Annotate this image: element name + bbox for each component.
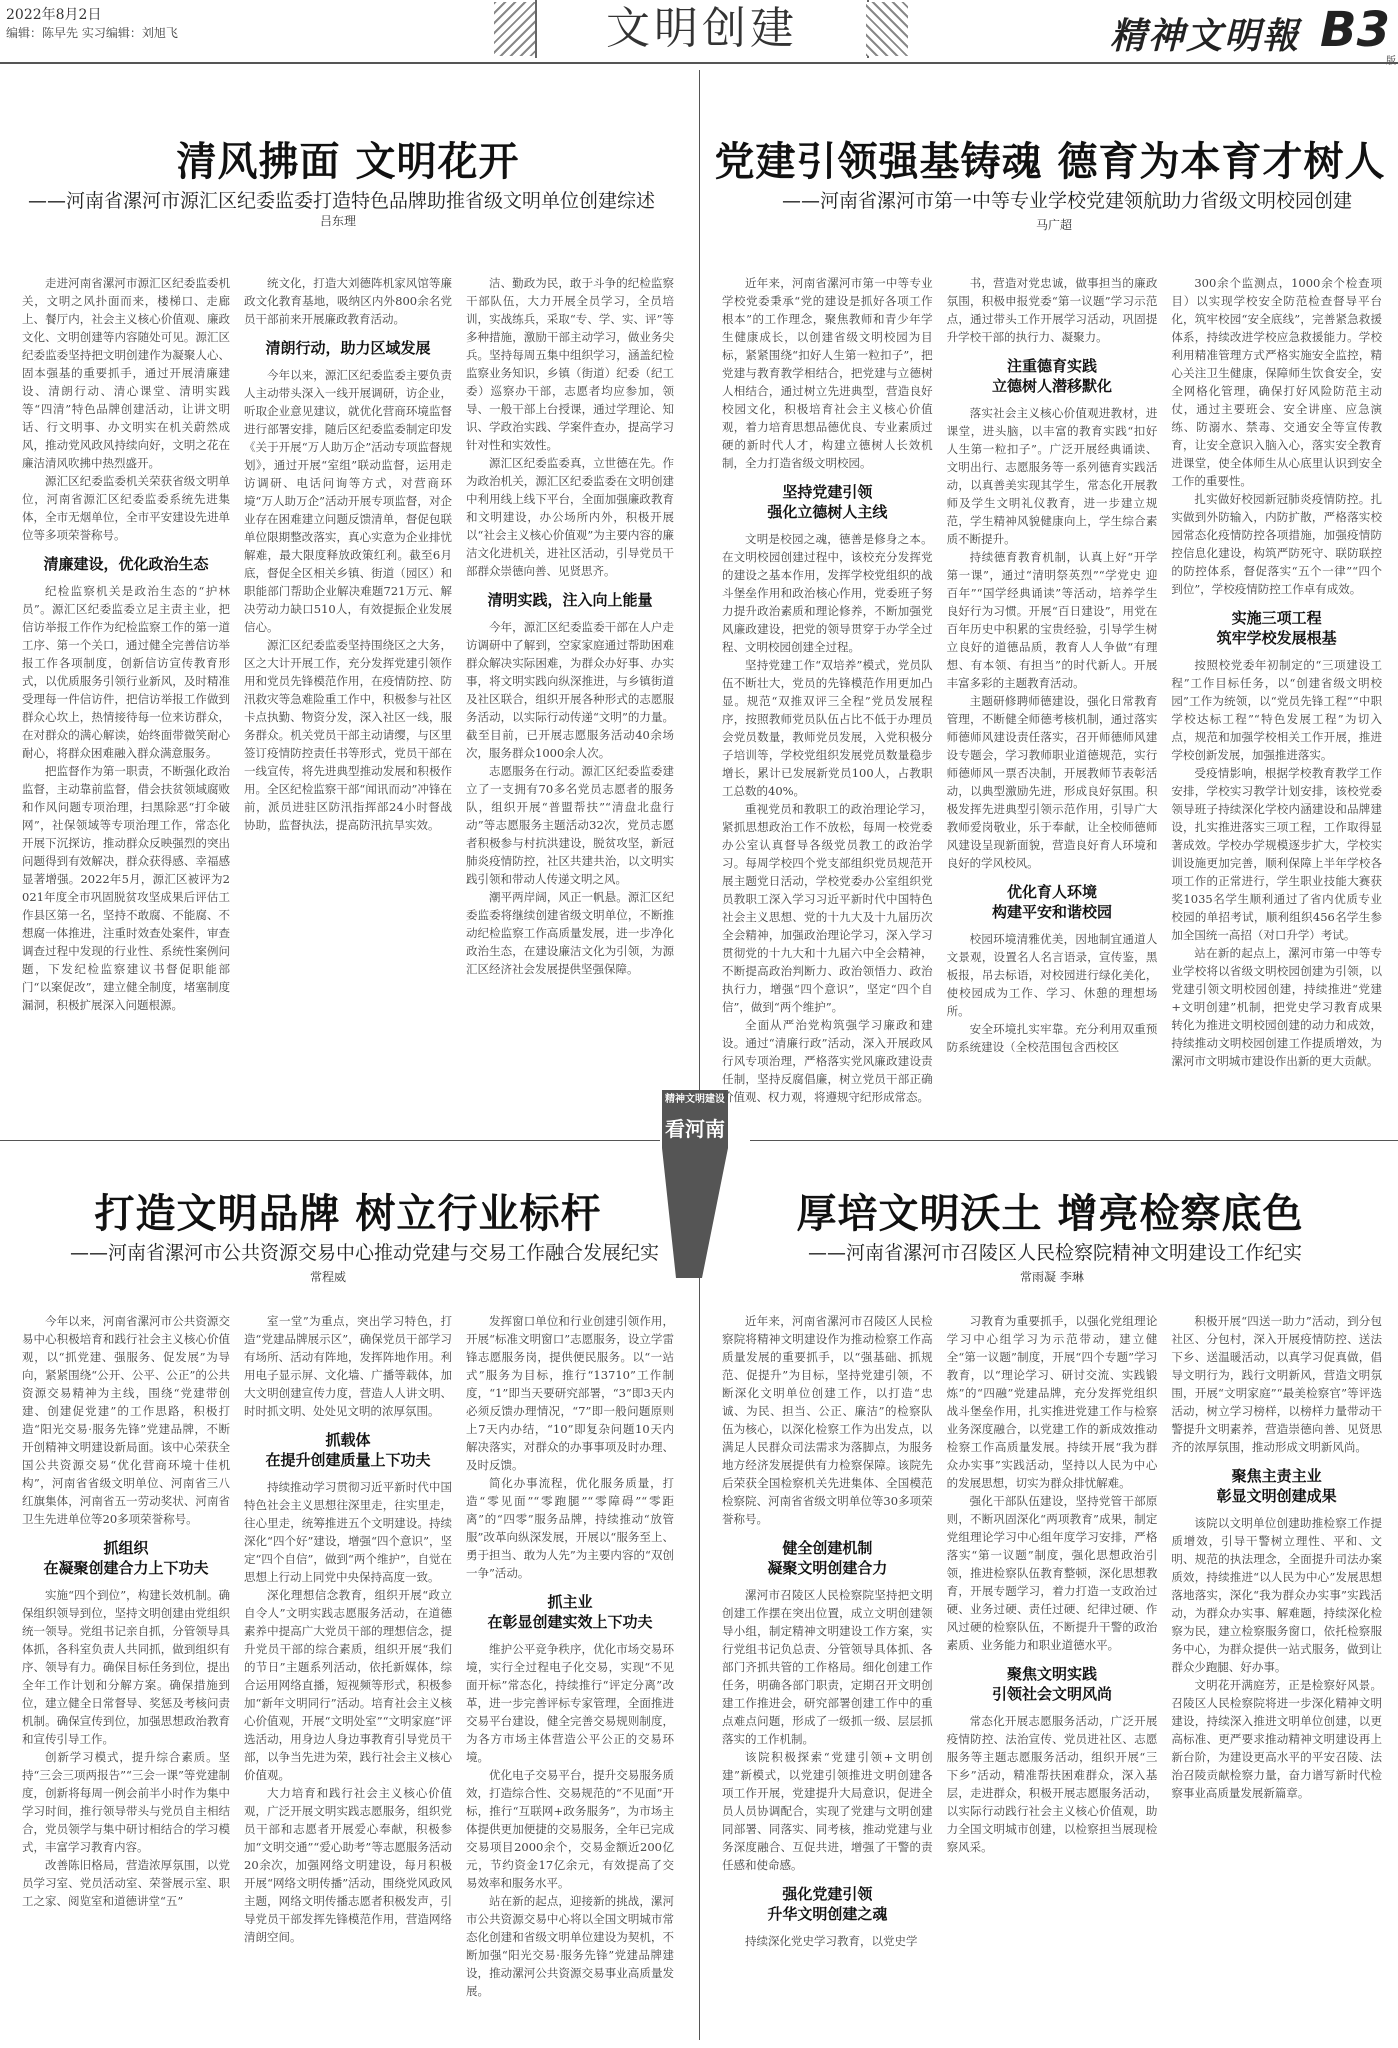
body-paragraph: 源汇区纪委监委真，立世德在先。作为政治机关，源汇区纪委监委在文明创建中利用线上线下平台，全面加强廉政教育和文明建设，办公场所内外，积极开展以“社会主义核心价值观”为主要内容的廉洁文化进机关，进社区活动，引导党员干部群众崇德向善、见贤思齐。	[466, 456, 674, 578]
body-paragraph: 创新学习模式，提升综合素质。坚持“三会三项两报告”“三会一课”等党建制度，创新将每周一例会前半小时作为集中学习时间，推行领导带头与党员自主相结合，党员领学与集中研讨相结合的学习模式，丰富学习教育内容。	[22, 1750, 230, 1854]
article-headline: 党建引领强基铸魂 德育为本育才树人	[714, 139, 1386, 185]
article-wenming-pinpai	[0, 1150, 696, 2044]
section-subheading	[466, 1592, 674, 1632]
body-paragraph: 深化理想信念教育，组织开展“政立自令人”文明实践志愿服务活动，在道德素养中提高广大党员干部的理想信念，提升党员干部的综合素质，组织开展“我们的节日”主题系列活动，依托新媒体，综合运用网络直播，短视频等形式，积极参加“新年文明同行”活动。培育社会主义核心价值观，开展“文明处室”“文明家庭”评选活动，用身边人身边事教育引导党员干部，以争当先进为荣，践行社会主义核心价值观。	[244, 1588, 452, 1782]
article-jiancha	[702, 1150, 1398, 2044]
body-paragraph: 主题研修聘师德建设，强化日常教育管理，不断健全师德考核机制，通过落实师德师风建设责任落实，召开师德师风建设专题会，学习教师职业道德规范，实行师德师风一票否决制，开展教师节表彰活动，以典型激励先进，形成良好氛围。积极发挥先进典型引领示范作用，引导广大教师爱岗敬业，乐于奉献，让全校师德师风建设呈现新面貌，营造良好育人环境和良好的学风校风。	[946, 694, 1158, 870]
body-paragraph: 习教育为重要抓手，以强化党组理论学习中心组学习为示范带动，建立健全“第一议题”制度，开展“四个专题”学习教育，以“理论学习、研讨交流、实践锻炼”的“四融”党建品牌，充分发挥党组织战斗堡垒作用，扎实推进党建工作与检察业务深度融合，以党建工作的新成效推动检察工作高质量发展。持续开展“我为群众办实事”实践活动，坚持以人民为中心的发展思想，切实为群众排忧解难。	[946, 1314, 1158, 1490]
body-paragraph: 该院积极探索“党建引领+文明创建”新模式，以党建引领推进文明创建各项工作开展，党建提升大局意识，促进全员人员协调配合，实现了党建与文明创建同部署、同落实、同考核，推动党建与业务深度融合、互促共进，增强了干警的责任感和使命感。	[722, 1750, 933, 1872]
section-subheading	[22, 1538, 230, 1578]
section-subheading	[22, 554, 230, 574]
section-subheading	[244, 338, 452, 358]
body-paragraph: 发挥窗口单位和行业创建引领作用，开展“标准文明窗口”志愿服务，设立学雷锋志愿服务岗，提供便民服务。以“一站式”服务为目标，推行“13710”工作制度，“1”即当天要研究部署，“3”即3天内必须反馈办理情况，“7”即一般问题原则上7天内办结，“10”即复杂问题10天内解决落实，对群众的办事事项及时办理、及时反馈。	[466, 1314, 674, 1472]
section-subheading	[466, 590, 674, 610]
subheading-line: 抓组织	[103, 1539, 149, 1557]
article-columns	[22, 274, 674, 1124]
section-subheading	[947, 1664, 1158, 1704]
section-divider-right	[750, 1140, 1398, 1141]
article-byline: 常雨凝 李琳	[1020, 1270, 1084, 1284]
subheading-line: 清明实践，注入向上能量	[487, 591, 653, 609]
text-column	[22, 1312, 230, 2040]
subheading-line: 抓载体	[325, 1431, 371, 1449]
section-subheading	[722, 482, 933, 522]
body-paragraph: 重视党员和教职工的政治理论学习，紧抓思想政治工作不放松，每周一校党委办公室认真督导各级党员教工的政治学习。每周学校四个党支部组织党员规范开展主题党日活动，学校党委办公室组织党员教职工深入学习习近平新时代中国特色社会主义思想、党的十九大及十九届历次全会精神，加强政治理论学习，深入学习贯彻党的十九大和十九届六中全会精神，不断提高政治判断力、政治领悟力、政治执行力，增强“四个意识”，坚定“四个自信”，做到“两个维护”。	[722, 802, 933, 1014]
body-paragraph: 实施“四个到位”，构建长效机制。确保组织领导到位，坚持文明创建由党组织统一领导。党组书记亲自抓，分管领导具体抓，各科室负责人共同抓，做到组织有序、领导有力。确保目标任务到位，提出全年工作计划和分解方案。确保措施到位，建立健全日常督导、奖惩及考核问责机制。确保宣传到位，加强思想政治教育和宣传引导工作。	[22, 1588, 230, 1746]
subheading-line: 在凝聚创建合力上下功夫	[43, 1559, 209, 1577]
body-paragraph: 落实社会主义核心价值观进教材，进课堂，进头脑，以丰富的教育实践“扣好人生第一粒扣子”。广泛开展经典诵读、文明出行、志愿服务等一系列德育实践活动，以真善美实现其学生，常态化开展教师及学生文明礼仪教育，进一步建立规范，学生精神风貌健康向上，学生综合素质不断提升。	[946, 406, 1158, 546]
body-paragraph: 按照校党委年初制定的“三项建设工程”工作目标任务，以“创建省级文明校园”工作为统领，以“党员先锋工程”“中职学校达标工程”“特色发展工程”为切入点，规范和加强学校相关工作开展，推进学校创新发展，加强推进落实。	[1171, 658, 1383, 762]
subheading-line: 凝聚文明创建合力	[767, 1559, 888, 1577]
text-column	[947, 274, 1158, 1124]
subheading-line: 健全创建机制	[782, 1539, 873, 1557]
article-headline: 打造文明品牌 树立行业标杆	[94, 1191, 602, 1237]
section-subheading	[722, 1538, 933, 1578]
page-suffix	[1386, 52, 1396, 67]
body-paragraph: 站在新的起点，迎接新的挑战，漯河市公共资源交易中心将以全国文明城市常态化创建和省级文明单位建设为契机，不断加强“阳光交易·服务先锋”党建品牌建设，推动漯河公共资源交易事业高质量发展。	[466, 1894, 674, 1998]
body-paragraph: 优化电子交易平台，提升交易服务质效，打造综合性、交易规范的“不见面”开标，推行“互联网+政务服务”，为市场主体提供更加便捷的交易服务，全年已完成交易项目2000余个，交易金额近200亿元，节约资金17亿余元，有效提高了交易效率和服务水平。	[466, 1768, 674, 1890]
section-subheading	[244, 1430, 452, 1470]
body-paragraph: 大力培育和践行社会主义核心价值观，广泛开展文明实践志愿服务，组织党员干部和志愿者开展爱心奉献，积极参加“文明交通”“爱心助考”等志愿服务活动20余次，加强网络文明建设，每月积极开展“网络文明传播”活动，围绕党风政风主题，网络文明传播志愿者积极发声，引导党员干部发挥先锋模范作用，营造网络清朗空间。	[244, 1786, 452, 1944]
body-paragraph: 源汇区纪委监委坚持围绕区之大务，区之大计开展工作，充分发挥党建引领作用和党员先锋模范作用，在疫情防控、防汛救灾等急难险重工作中，积极参与社区卡点执勤、物资分发，深入社区一线，服务群众。机关党员干部主动请缨，与区里签订疫情防控责任书等形式，党员干部在一线宣传，将先进典型推动发展和积极作用。全区纪检监察干部“闻讯而动”冲锋在前，派员进驻区防汛指挥部24小时督战协助，监督执法，提高防汛抗旱实效。	[244, 638, 452, 832]
text-column	[947, 1312, 1158, 2040]
column-divider-top	[699, 70, 700, 1110]
section-subheading	[1171, 1466, 1382, 1506]
subheading-line: 引领社会文明风尚	[992, 1685, 1113, 1703]
section-divider-left	[0, 1140, 660, 1141]
issue-date: 2022年8月2日	[6, 7, 102, 23]
subheading-line: 强化党建引领	[782, 1885, 873, 1903]
body-paragraph: 把监督作为第一职责，不断强化政治监督，主动靠前监督，借会扶贫领域腐败和作风问题专项治理，扫黑除恶“打伞破网”，社保领域等专项治理工作，常态化开展下沉探访，推动群众反映强烈的突出问题得到有效解决，群众获得感、幸福感显著增强。2022年5月，源汇区被评为2021年度全市巩固脱贫攻坚成果后评估工作县区第一名，坚持不敢腐、不能腐、不想腐一体推进，注重时效查处案件，审查调查过程中发现的行业性、系统性案例问题，下发纪检监察建议书督促职能部门“以案促改”，建立健全制度，堵塞制度漏洞，积极扩展深入问题根源。	[22, 764, 230, 1012]
subheading-line: 聚焦主责主业	[1231, 1467, 1322, 1485]
masthead-rule	[0, 62, 1398, 64]
body-paragraph: 常态化开展志愿服务活动，广泛开展疫情防控、法治宣传、党员进社区、志愿服务等主题志愿服务活动，组织开展“三下乡”活动，精准帮扶困难群众，深入基层，走进群众，积极开展志愿服务活动，以实际行动践行社会主义核心价值观，助力全国文明城市创建，以检察担当展现检察风采。	[946, 1714, 1158, 1854]
hatch-decoration-right	[866, 2, 908, 56]
body-paragraph: 室一堂”为重点，突出学习特色，打造“党建品牌展示区”，确保党员干部学习有场所、活动有阵地，发挥阵地作用。利用电子显示屏、文化墙、广播等载体，加大文明创建宣传力度，营造人人讲文明、时时抓文明、处处见文明的浓厚氛围。	[244, 1314, 452, 1418]
newspaper-name: 精神文明報	[1110, 15, 1301, 57]
body-paragraph: 书，营造对党忠诚，做事担当的廉政氛围，积极申报党委“第一议题”学习示范点，通过带头工作开展学习活动，巩固提升学校干部的执行力、凝聚力。	[946, 276, 1158, 344]
body-paragraph: 潮平两岸阔，风正一帆悬。源汇区纪委监委将继续创建省级文明单位，不断推动纪检监察工作高质量发展，进一步净化政治生态，在建设廉洁文化为引领，为源汇区经济社会发展提供坚强保障。	[466, 890, 674, 976]
article-byline: 吕东理	[320, 214, 357, 228]
body-paragraph: 今年以来，河南省漯河市公共资源交易中心积极培育和践行社会主义核心价值观，以“抓党建、强服务、促发展”为导向，紧紧围绕“公开、公平、公正”的公共资源交易精神为主线，围绕“党建带创建、创建促党建”的工作思路，积极打造“阳光交易·服务先锋”党建品牌，不断开创精神文明建设新局面。该中心荣获全国公共资源交易“优化营商环境十佳机构”，河南省省级文明单位、河南省三八红旗集体，河南省五一劳动奖状、河南省卫生先进单位等20多项荣誉称号。	[22, 1314, 230, 1526]
subheading-line: 在提升创建质量上下功夫	[265, 1451, 431, 1469]
subheading-line: 升华文明创建之魂	[767, 1905, 888, 1923]
text-column	[22, 274, 230, 1124]
body-paragraph: 积极开展“四送一助力”活动，到分包社区、分包村，深入开展疫情防控、送法下乡、送温暖活动，以真学习促真做，倡导文明行为，践行文明新风，营造文明氛围，开展“文明家庭”“最美检察官”等评选活动，树立学习榜样，以榜样力量带动干警提升文明素养，营造崇德向善、见贤思齐的浓厚氛围，推动形成文明新风尚。	[1171, 1314, 1383, 1454]
subheading-line: 筑牢学校发展根基	[1216, 629, 1337, 647]
subheading-line: 强化立德树人主线	[767, 503, 888, 521]
body-paragraph: 统文化，打造大刘德阵机家风馆等廉政文化教育基地，吸纳区内外800余名党员干部前来开展廉政教育活动。	[244, 276, 452, 326]
subheading-line: 清朗行动，助力区域发展	[265, 339, 431, 357]
body-paragraph: 受疫情影响，根据学校教育教学工作安排，学校实习教学计划安排，该校党委领导班子持续深化学校内涵建设和品牌建设，扎实推进落实三项工程，工作取得显著成效。学校办学规模逐步扩大，学校实训设施更加完善，顺利保障上半年学校各项工作的正常进行，学生职业技能大赛获奖1035名学生顺利通过了省内优质专业校园的单招考试，顺利组织456名学生参加全国统一高招（对口升学）考试。	[1171, 766, 1383, 942]
text-column	[244, 1312, 452, 2040]
badge-tab: 精神文明建设	[662, 1090, 728, 1110]
body-paragraph: 源汇区纪委监委机关荣获省级文明单位，河南省源汇区纪委监委系统先进集体，全市无烟单位，全市平安建设先进单位等多项荣誉称号。	[22, 474, 230, 542]
text-column	[722, 1312, 933, 2040]
body-paragraph: 站在新的起点上，漯河市第一中等专业学校将以省级文明校园创建为引领，以党建引领文明校园创建，持续推进“党建+文明创建”机制，把党史学习教育成果转化为推进文明校园创建的动力和成效，持续推动文明校园创建工作提质增效，为漯河市文明城市建设作出新的更大贡献。	[1171, 946, 1383, 1068]
page-number: B3	[1320, 2, 1390, 58]
text-column	[1171, 274, 1382, 1124]
body-paragraph: 文明是校园之魂，德善是修身之本。在文明校园创建过程中，该校充分发挥党的建设之基本作用，发挥学校党组织的战斗堡垒作用和政治核心作用，党委班子努力提升政治素质和理论修养，不断加强党风廉政建设，把党的领导贯穿于办学全过程、文明校园创建全过程。	[722, 532, 933, 654]
section-title: 文明创建	[535, 0, 869, 58]
subheading-line: 聚焦文明实践	[1007, 1665, 1098, 1683]
body-paragraph: 今年以来，源汇区纪委监委主要负责人主动带头深入一线开展调研，访企业，听取企业意见建议，就优化营商环境监督进行部署安排，随后区纪委监委制定印发《关于开展“万人助万企”活动专项监督规划》，通过开展“室组”联动监督，运用走访调研、电话问询等方式，对营商环境“万人助万企”活动开展专项监督，对企业存在困难建立问题反馈清单，督促包联单位限期整改落实，真心实意为企业排忧解难，最大限度释放政策红利。截至6月底，督促全区相关乡镇、街道（园区）和职能部门帮助企业解决难题721万元、解决劳动力缺口510人，有效提振企业发展信心。	[244, 368, 452, 634]
body-paragraph: 洁、勤政为民，敢于斗争的纪检监察干部队伍，大力开展全员学习，全员培训，实战练兵，采取“专、学、实、评”等多种措施，激励干部主动学习，做业务尖兵。坚持每周五集中组织学习，涵盖纪检监察业务知识，乡镇（街道）纪委（纪工委）巡察办干部，志愿者均应参加，领导、一般干部上台授课，通过学理论、知识、学政治实践、学案件查办，提高学习针对性和实效性。	[466, 276, 674, 452]
hatch-decoration-left	[494, 2, 536, 56]
body-paragraph: 纪检监察机关是政治生态的“护林员”。源汇区纪委监委立足主责主业，把信访举报工作作为纪检监察工作的第一道工序、第一个关口，通过健全完善信访举报工作各项制度，创新信访宣传教育形式，以优质服务引领行业新风，及时精准受理每一件信访件，把信访举报工作做到群众心坎上，热情接待每一位来访群众，在对群众的满心解读，始终面带微笑耐心耐心，将群众困难融入群众满意服务。	[22, 584, 230, 760]
text-column	[244, 274, 452, 1124]
article-columns	[22, 1312, 674, 2040]
text-column	[722, 274, 933, 1124]
article-byline: 马广超	[1036, 218, 1073, 232]
body-paragraph: 坚持党建工作“双培养”模式，党员队伍不断壮大，党员的先锋模范作用更加凸显。规范“双推双评三全程”党员发展程序，按照教师党员队伍占比不低于办理员会党员数量，教师党员发展，入党积极分子培训等，学校党组织发展党员数量稳步增长，累计已发展新党员100人，占教职工总数的40%。	[722, 658, 933, 798]
body-paragraph: 全面从严治党构筑强学习廉政和建设。通过“清廉行政”活动，深入开展政风行风专项治理，严格落实党风廉政建设责任制，坚持反腐倡廉，树立党员干部正确价值观、权力观，将遵规守纪形成常态。	[722, 1018, 933, 1104]
subheading-line: 优化育人环境	[1007, 883, 1098, 901]
subheading-line: 在彰显创建实效上下功夫	[487, 1613, 653, 1631]
subheading-line: 立德树人潜移默化	[992, 377, 1113, 395]
body-paragraph: 近年来，河南省漯河市第一中等专业学校党委秉承“党的建设是抓好各项工作根本”的工作理念，聚焦教师和青少年学生健康成长，以创建省级文明校园为目标，紧紧围绕“扣好人生第一粒扣子”，把党建与教育教学相结合，把党建与立德树人相结合，通过树立先进典型，营造良好校园文化，积极培育社会主义核心价值观，着力培育思想品德优良、专业素质过硬的新时代人才，构建立德树人长效机制，全力打造省级文明校园。	[722, 276, 933, 470]
body-paragraph: 志愿服务在行动。源汇区纪委监委建立了一支拥有70多名党员志愿者的服务队，组织开展“普盟帮扶”“清盘北盘行动”等志愿服务主题活动32次，党员志愿者积极参与村抗洪建设，脱贫攻坚，新冠肺炎疫情防控，社区共建共治，以文明实践引领和带动人传递文明之风。	[466, 764, 674, 886]
editors-credit: 编辑：陈早先 实习编辑：刘旭飞	[6, 26, 178, 40]
body-paragraph: 文明花开满庭芳，正是检察好风景。召陵区人民检察院将进一步深化精神文明建设，持续深入推进文明单位创建，以更高标准、更严要求推动精神文明建设再上新台阶，为建设更高水平的平安召陵、法治召陵贡献检察力量，奋力谱写新时代检察事业高质量发展新篇章。	[1171, 1678, 1383, 1800]
article-columns	[722, 1312, 1382, 2040]
subheading-line: 构建平安和谐校园	[992, 903, 1113, 921]
article-columns	[722, 274, 1382, 1124]
article-subhead: ——河南省漯河市召陵区人民检察院精神文明建设工作纪实	[808, 1242, 1303, 1264]
text-column	[466, 1312, 674, 2040]
body-paragraph: 300余个监测点，1000余个检查项目）以实现学校安全防范检查督导平台化，筑牢校园“安全底线”，完善紧急救援体系，持续改进学校应急救援能力。学校利用精准管理方式严格实施安全监控，精心关注卫生健康，保障师生饮食安全，安全网格化管理，确保打好风险防范主动仗，通过主要班会、安全讲座、应急演练、防溺水、禁毒、交通安全等宣传教育，让安全意识入脑入心，落实安全教育进课堂，使全体师生从心底里认识到安全工作的重要性。	[1171, 276, 1383, 488]
subheading-line: 实施三项工程	[1231, 609, 1322, 627]
body-paragraph: 近年来，河南省漯河市召陵区人民检察院将精神文明建设作为推动检察工作高质量发展的重要抓手，以“强基础、抓规范、促提升”为目标，坚持党建引领，不断深化文明单位创建工作，以打造“忠诚、为民、担当、公正、廉洁”的检察队伍为核心，以深化检察工作为出发点，以满足人民群众司法需求为落脚点，为服务地方经济发展提供有力检察保障。该院先后荣获全国检察机关先进集体、全国模范检察院、河南省省级文明单位等30多项荣誉称号。	[722, 1314, 933, 1526]
subheading-line: 彰显文明创建成果	[1216, 1487, 1337, 1505]
body-paragraph: 持续推动学习贯彻习近平新时代中国特色社会主义思想往深里走，往实里走，往心里走，统筹推进五个文明建设。持续深化“四个好”建设，增强“四个意识”，坚定“四个自信”，做到“两个维护”，自觉在思想上行动上同党中央保持高度一致。	[244, 1480, 452, 1584]
article-headline: 厚培文明沃土 增亮检察底色	[796, 1191, 1304, 1237]
subheading-line: 坚持党建引领	[782, 483, 873, 501]
section-subheading	[1171, 608, 1382, 648]
section-subheading	[947, 356, 1158, 396]
text-column	[466, 274, 674, 1124]
subheading-line: 抓主业	[547, 1593, 593, 1611]
body-paragraph: 持续德育教育机制，认真上好“开学第一课”，通过“清明祭英烈”“学党史 迎百年”“国学经典诵读”等活动，培养学生良好行为习惯。开展“百日建设”，用党在百年历史中积累的宝贵经验，引导学生树立良好的道德品质，教育人人争做“有理想、有本领、有担当”的时代新人。开展丰富多彩的主题教育活动。	[946, 550, 1158, 690]
subheading-line: 清廉建设，优化政治生态	[43, 555, 209, 573]
body-paragraph: 改善陈旧格局，营造浓厚氛围，以党员学习室、党员活动室、荣誉展示室、职工之家、阅览室和道德讲堂“五”	[22, 1858, 230, 1908]
body-paragraph: 该院以文明单位创建助推检察工作提质增效，引导干警树立理性、平和、文明、规范的执法理念，全面提升司法办案质效，持续推进“以人民为中心”发展思想落地落实，深化“我为群众办实事”实践活动，为群众办实事、解难题，持续深化检察为民，建立检察服务窗口，依托检察服务中心，为群众提供一站式服务，做到让群众少跑腿、好办事。	[1171, 1516, 1383, 1674]
article-subhead: ——河南省漯河市源汇区纪委监委打造特色品牌助推省级文明单位创建综述	[28, 190, 656, 212]
article-dangjian	[702, 66, 1398, 1136]
body-paragraph: 走进河南省漯河市源汇区纪委监委机关，文明之风扑面而来，楼梯口、走廊上、餐厅内，社会主义核心价值观、廉政文化、文明创建等内容随处可见。源汇区纪委监委坚持把文明创建作为凝聚人心、固本强基的重要抓手，通过开展清廉建设、清朗行动、清心课堂、清明实践等“四清”特色品牌创建活动，让讲文明话、行文明事、办文明实在机关蔚然成风，推动党风政风持续向好，文明之花在廉洁清风吹拂中热烈盛开。	[22, 276, 230, 470]
body-paragraph: 简化办事流程，优化服务质量，打造“零见面”“零跑腿”“零障碍”“零距离”的“四零”服务品牌，持续推动“放管服”改革向纵深发展，开展以“服务至上、勇于担当、敢为人先”为主要内容的“双创一争”活动。	[466, 1476, 674, 1580]
article-subhead: ——河南省漯河市公共资源交易中心推动党建与交易工作融合发展纪实	[70, 1242, 660, 1264]
body-paragraph: 持续深化党史学习教育，以党史学	[745, 1934, 918, 1948]
body-paragraph: 强化干部队伍建设，坚持党管干部原则，不断巩固深化“两项教育”成果，制定党组理论学习中心组年度学习安排，严格落实“第一议题”制度，强化思想政治引领，推进检察队伍教育整顿，深化思想教育，开展专题学习，着力打造一支政治过硬、业务过硬、责任过硬、纪律过硬、作风过硬的检察队伍，不断提升干警的政治素质、业务能力和职业道德水平。	[946, 1494, 1158, 1652]
article-subhead: ——河南省漯河市第一中等专业学校党建领航助力省级文明校园创建	[782, 190, 1353, 212]
column-divider-bottom	[699, 1240, 700, 2040]
badge-title: 看河南	[662, 1110, 728, 1148]
article-headline: 清风拂面 文明花开	[176, 139, 520, 185]
body-paragraph: 安全环境扎实牢靠。充分利用双重预防系统建设（全校范围包含西校区	[946, 1022, 1158, 1054]
section-subheading	[947, 882, 1158, 922]
body-paragraph: 今年，源汇区纪委监委干部在人户走访调研中了解到，空家家庭通过帮助困难群众解决实际困难，为群众办好事、办实事，将文明实践向纵深推进，与乡镇街道及社区联合，组织开展各种形式的志愿服务活动，以实际行动传递“文明”的力量。截至目前，已开展志愿服务活动40余场次，服务群众1000余人次。	[466, 620, 674, 760]
body-paragraph: 漯河市召陵区人民检察院坚持把文明创建工作摆在突出位置，成立文明创建领导小组，制定精神文明建设工作方案，实行党组书记负总责、分管领导具体抓、各部门齐抓共管的工作格局。细化创建工作任务，明确各部门职责，定期召开文明创建工作推进会，研究部署创建工作中的重点难点问题，形成了一级抓一级、层层抓落实的工作机制。	[722, 1588, 933, 1746]
text-column	[1171, 1312, 1382, 2040]
body-paragraph: 扎实做好校园新冠肺炎疫情防控。扎实做到外防输入，内防扩散，严格落实校园常态化疫情防控各项措施，加强疫情防控信息化建设，构筑严防死守、联防联控的防控体系，督促落实“五个一律”“四个到位”，学校疫情防控工作卓有成效。	[1171, 492, 1383, 596]
body-paragraph: 校园环境清雅优美，因地制宜通道人文景观，设置名人名言语录，宣传鉴，黑板报，吊去标语，对校园进行绿化美化，使校园成为工作、学习、休憩的理想场所。	[946, 932, 1158, 1018]
section-subheading	[722, 1884, 933, 1924]
article-qingfeng	[0, 66, 696, 1136]
subheading-line: 注重德育实践	[1007, 357, 1098, 375]
article-byline: 常程威	[310, 1270, 347, 1284]
body-paragraph: 维护公平竞争秩序，优化市场交易环境，实行全过程电子化交易，实现“不见面开标”常态化，持续推行“评定分离”改革，进一步完善评标专家管理，全面推进交易平台建设，健全完善交易规则制度，为各方市场主体营造公平公正的交易环境。	[466, 1642, 674, 1764]
